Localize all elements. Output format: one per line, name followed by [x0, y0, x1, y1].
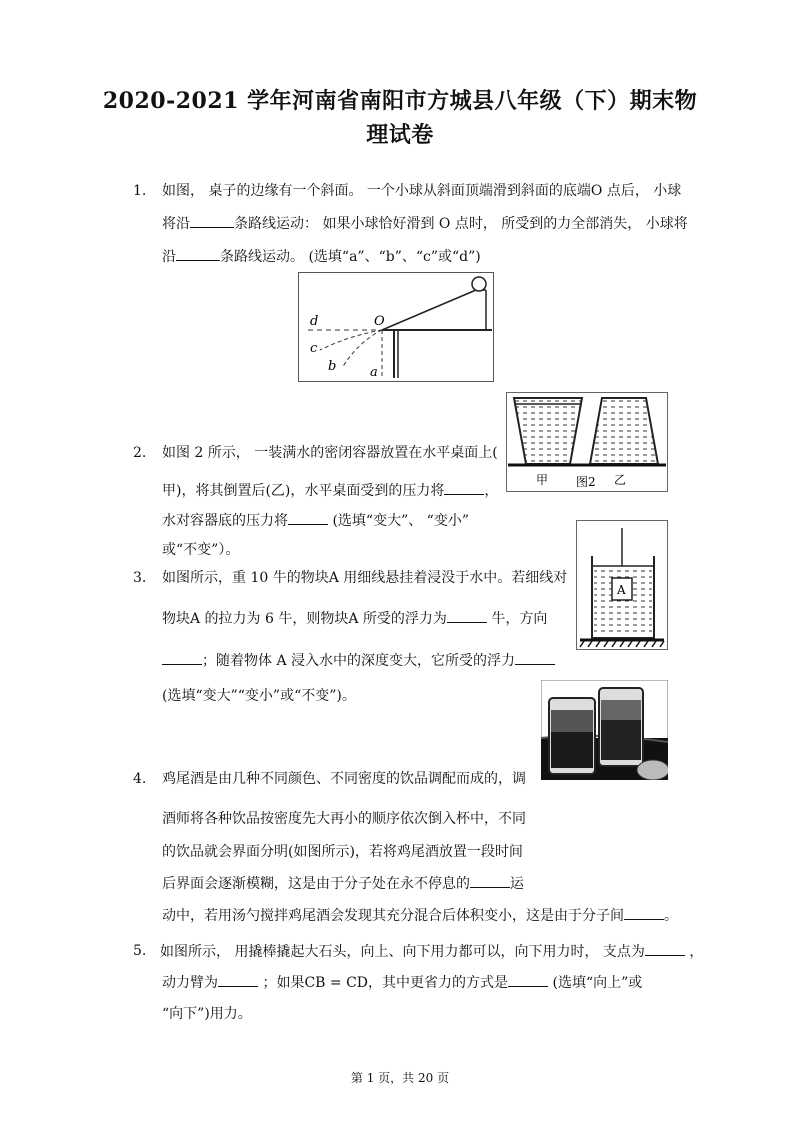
question-number: 2.: [133, 445, 147, 461]
question-number: 1.: [133, 183, 147, 199]
text: 将沿: [162, 216, 190, 232]
question-2-line-2: [162, 480, 498, 501]
question-1-line-1: 如图， 桌子的边缘有一个斜面。 一个小球从斜面顶端滑到斜面的底端O 点后， 小球: [162, 183, 682, 199]
container-jia: [514, 398, 582, 464]
text: 后界面会逐渐模糊，这是由于分子处在永不停息的: [162, 876, 470, 892]
label-b: b: [328, 359, 337, 374]
text: ，: [484, 483, 499, 499]
answer-blank[interactable]: [508, 972, 548, 987]
label-jia: 甲: [536, 473, 549, 487]
question-5-line-1: [160, 941, 703, 962]
text: 牛，方向: [486, 611, 548, 627]
text: 沿: [162, 249, 176, 265]
question-1-line-3: [162, 246, 481, 267]
page-footer: 第 1 页，共 20 页: [350, 1071, 450, 1085]
answer-blank[interactable]: [190, 213, 234, 228]
question-4-line-1: 鸡尾酒是由几种不同颜色、不同密度的饮品调配而成的，调: [162, 771, 526, 787]
answer-blank[interactable]: [515, 650, 555, 665]
answer-blank[interactable]: [447, 608, 487, 623]
text: 动力臂为: [162, 975, 218, 991]
text: ；随着物体 A 浸入水中的深度变大，它所受的浮力: [202, 653, 516, 669]
question-5-line-2: [162, 972, 642, 993]
answer-blank[interactable]: [288, 510, 328, 525]
question-number: 4.: [133, 771, 147, 787]
text: (选填“变大”、 “变小”: [328, 513, 469, 529]
cocktail-photo: [541, 680, 668, 780]
question-4-line-2: 酒师将各种饮品按密度先大再小的顺序依次倒入杯中，不同: [162, 811, 526, 827]
question-4-line-3: 的饮品就会界面分明(如图所示)，若将鸡尾酒放置一段时间: [162, 844, 523, 860]
container-yi: [590, 398, 658, 464]
question-2-line-3: [162, 510, 469, 531]
question-3-line-4: (选填“变大”“变小”或“不变”)。: [162, 688, 356, 704]
text: 甲)，将其倒置后(乙)，水平桌面受到的压力将: [162, 483, 445, 499]
question-4-line-4: [162, 873, 524, 894]
question-4-line-5: [162, 905, 678, 926]
question-3-line-3: [162, 650, 555, 671]
label-a: A: [617, 583, 626, 597]
label-yi: 乙: [614, 473, 627, 487]
question-number: 5.: [133, 943, 147, 959]
question-1-line-2: [162, 213, 688, 234]
ball: [472, 277, 486, 291]
question-3-line-1: 如图所示，重 10 牛的物块A 用细线悬挂着浸没于水中。若细线对: [162, 570, 568, 586]
answer-blank[interactable]: [645, 941, 685, 956]
label-o: O: [374, 314, 385, 329]
question-2-line-4: 或“不变”）。: [162, 542, 240, 558]
page-title-continued: 理试卷: [366, 122, 434, 148]
answer-blank[interactable]: [162, 650, 202, 665]
label-d: d: [310, 314, 319, 329]
figure-caption: 图2: [576, 475, 596, 489]
question-2-line-1: 如图 2 所示， 一装满水的密闭容器放置在水平桌面上(: [162, 445, 498, 461]
question-3-line-2: [162, 608, 547, 629]
answer-blank[interactable]: [218, 972, 258, 987]
text: ，: [684, 944, 704, 960]
incline-figure: [298, 272, 494, 382]
lemon-slice: [637, 760, 668, 780]
text: 运: [510, 876, 524, 892]
text: 动中，若用汤勺搅拌鸡尾酒会发现其充分混合后体积变小，这是由于分子间: [162, 908, 624, 924]
answer-blank[interactable]: [470, 873, 510, 888]
containers-figure: [506, 392, 668, 492]
text: 如图所示， 用撬棒撬起大石头，向上、向下用力都可以，向下用力时， 支点为: [160, 944, 645, 960]
question-5-line-3: “向下”)用力。: [162, 1006, 252, 1022]
page-title: 2020-2021 学年河南省南阳市方城县八年级（下）期末物: [102, 88, 698, 114]
text: 条路线运动。 (选填“a”、“b”、“c”或“d”): [220, 249, 481, 265]
block-in-water-figure: [576, 520, 668, 650]
text: 。: [664, 908, 678, 924]
label-c: c: [310, 341, 318, 356]
text: 水对容器底的压力将: [162, 513, 288, 529]
water: [594, 566, 652, 636]
label-a: a: [370, 365, 378, 380]
answer-blank[interactable]: [624, 905, 664, 920]
text: 物块A 的拉力为 6 牛，则物块A 所受的浮力为: [162, 611, 447, 627]
text: 条路线运动： 如果小球恰好滑到 O 点时， 所受到的力全部消失， 小球将: [234, 216, 688, 232]
answer-blank[interactable]: [176, 246, 220, 261]
text: ；如果CB = CD，其中更省力的方式是: [258, 975, 509, 991]
answer-blank[interactable]: [444, 480, 484, 495]
text: (选填“向上”或: [548, 975, 643, 991]
question-number: 3.: [133, 570, 147, 586]
